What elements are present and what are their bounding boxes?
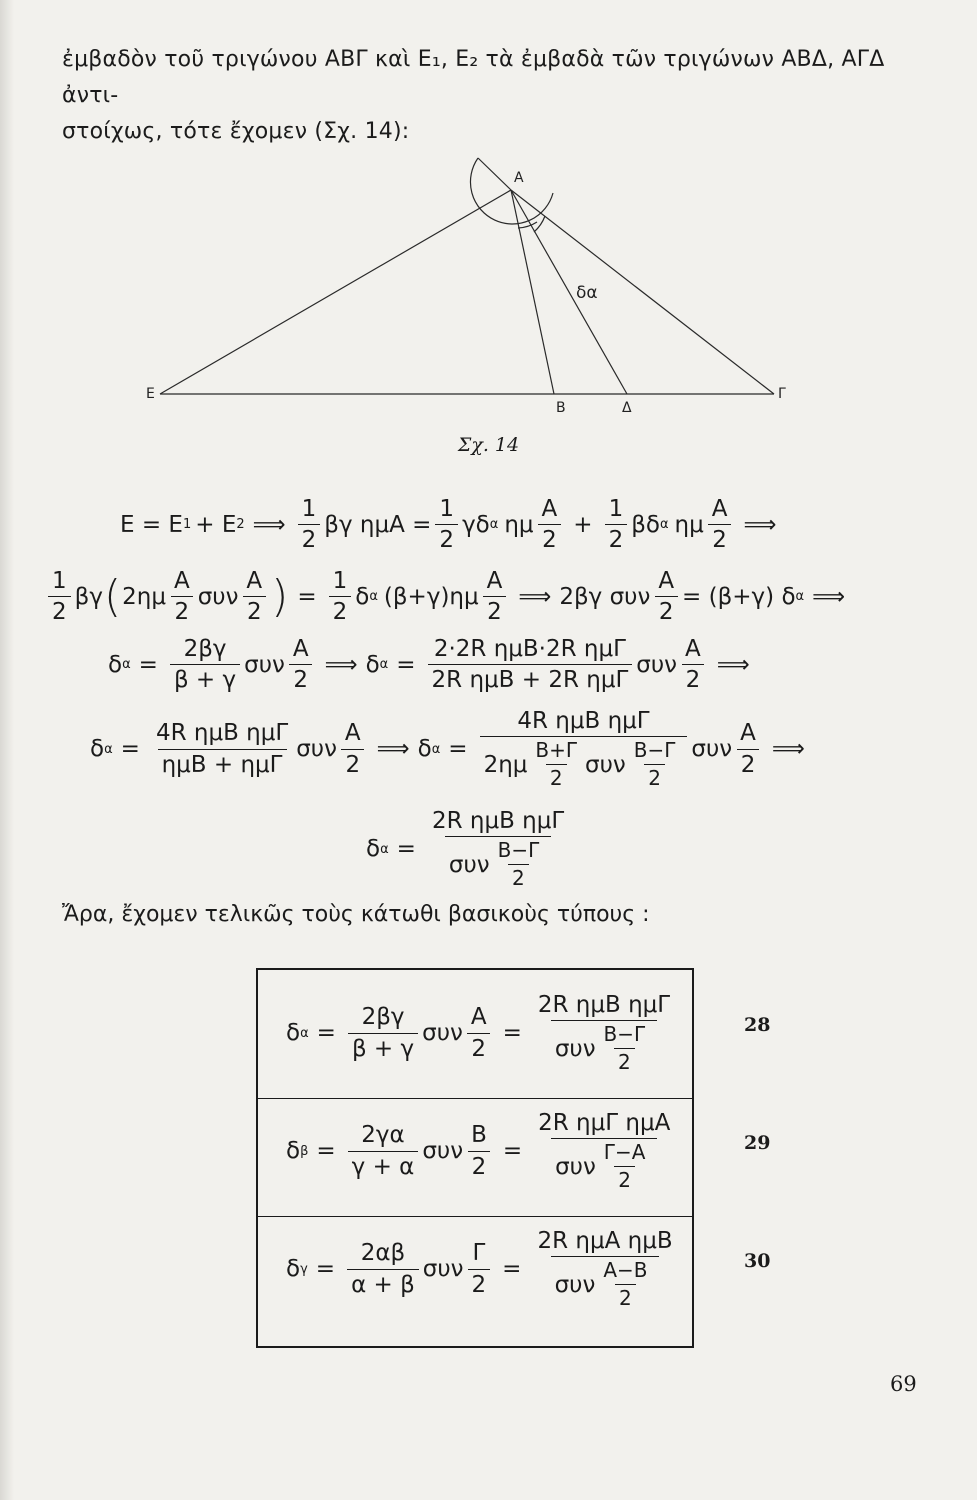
- angle-arc-2: [534, 216, 545, 232]
- eq4-cos-2: συν: [691, 736, 733, 763]
- formula-number-30: 30: [744, 1250, 771, 1272]
- a2-num: Α: [658, 568, 675, 594]
- eq1-plus2: +: [573, 511, 593, 538]
- fraction-A-over-2: [538, 496, 562, 554]
- f28-eq2: =: [502, 1020, 522, 1047]
- a2-num: Α: [711, 496, 728, 522]
- eq3-f1-num: 2βγ: [183, 636, 227, 662]
- f30-eq2: =: [502, 1256, 522, 1283]
- f29-rn: 2R ημΓ ημΑ: [538, 1110, 671, 1136]
- eq2-mid: 2βγ συν: [559, 583, 651, 610]
- eq3-implies-2: ⟹: [716, 651, 750, 678]
- triangle-figure: [0, 0, 977, 460]
- f28-an: Α: [470, 1004, 487, 1031]
- eq1-e1-sub: 1: [182, 517, 192, 533]
- formula-number-29: 29: [744, 1132, 771, 1154]
- a2-num: Α: [486, 568, 503, 594]
- eq5-equals: =: [396, 836, 416, 863]
- a2-num: Α: [246, 568, 263, 594]
- f28-frac-1: [348, 1004, 418, 1062]
- f28-frac-diff: [600, 1023, 650, 1074]
- eq3-f2-num: 2·2R ημΒ·2R ημΓ: [433, 636, 626, 662]
- side-EA: [160, 190, 511, 394]
- fraction-sine-law: [428, 636, 633, 694]
- f29-eq2: =: [502, 1138, 523, 1165]
- a2-den: 2: [538, 524, 561, 553]
- f28-frac-angle: [467, 1004, 491, 1062]
- eq3-delta: δ: [108, 651, 123, 678]
- bmg-den: 2: [644, 764, 665, 790]
- eq4-delta-2-sub: α: [431, 741, 441, 757]
- label-G: Γ: [778, 386, 786, 402]
- fraction-4R: [152, 720, 292, 778]
- f28-frac-2: [534, 992, 674, 1074]
- fraction-A-over-2: [708, 496, 732, 554]
- f29-two: 2: [468, 1151, 491, 1180]
- a2-num: Α: [541, 496, 558, 522]
- a2-num: Α: [685, 636, 701, 662]
- fraction-B-minus-G: [494, 839, 544, 890]
- f30-dtwo: 2: [615, 1284, 636, 1310]
- f29-dtwo: 2: [614, 1166, 635, 1192]
- half-num: 1: [332, 568, 348, 594]
- f29-delta: δ: [286, 1138, 301, 1165]
- eq5-den: [445, 836, 551, 890]
- eq1-term2-sub: α: [489, 517, 499, 533]
- eq3-delta-2: δ: [365, 651, 380, 678]
- f30-eq: =: [315, 1256, 336, 1283]
- eq2-bg: βγ: [74, 583, 103, 610]
- f29-cos: συν: [422, 1138, 464, 1165]
- eq2-rest: (β+γ)ημ: [383, 583, 479, 610]
- f29-eq: =: [316, 1138, 336, 1165]
- label-delta-a: δα: [576, 283, 598, 303]
- eq3-implies: ⟹: [324, 651, 358, 678]
- f30-two: 2: [468, 1269, 491, 1298]
- f29-frac-1: [348, 1122, 419, 1180]
- f28-rd: [551, 1020, 657, 1074]
- equation-area-sum: [120, 496, 784, 554]
- eq4-implies: ⟹: [376, 736, 410, 763]
- f28-sub: α: [300, 1025, 309, 1041]
- formula-28: [286, 992, 678, 1074]
- f30-frac-angle: [468, 1240, 491, 1298]
- bmg-num: Β−Γ: [497, 838, 540, 863]
- half-den: 2: [48, 596, 71, 625]
- eq4-implies-2: ⟹: [771, 736, 805, 763]
- f29-rd: [551, 1138, 657, 1192]
- eq4-f2-den: [480, 736, 688, 790]
- fraction-A-over-2: [289, 636, 313, 694]
- f28-two: 2: [467, 1033, 490, 1062]
- eq3-cos-2: συν: [636, 651, 678, 678]
- fraction-A-over-2: [736, 720, 760, 778]
- label-B: Β: [556, 400, 566, 416]
- side-GA: [511, 190, 774, 394]
- equation-bisector-final: [366, 808, 572, 890]
- box-divider-2: [258, 1216, 692, 1217]
- f30-cos: συν: [422, 1256, 464, 1283]
- eq2-inner-2: συν: [197, 583, 239, 610]
- eq4-f1-den: ημΒ + ημΓ: [158, 749, 287, 778]
- eq3-equals: =: [138, 651, 158, 678]
- f28-dn: Β−Γ: [603, 1022, 646, 1047]
- half-num: 1: [439, 496, 455, 522]
- extension-through-A: [478, 158, 511, 190]
- eq2-equals: =: [297, 583, 317, 610]
- eq2-rhs-sub: α: [795, 589, 805, 605]
- bmg-num: Β−Γ: [633, 738, 676, 763]
- f30-rn: 2R ημΑ ημΒ: [537, 1228, 673, 1254]
- eq4-f2-den-a: 2ημ: [483, 751, 528, 778]
- eq3-delta-2-sub: α: [379, 657, 389, 673]
- eq5-delta-sub: α: [380, 841, 389, 857]
- eq3-f2-den: 2R ημΒ + 2R ημΓ: [428, 664, 633, 693]
- eq1-implies: ⟹: [252, 511, 286, 538]
- f30-frac-1: [347, 1240, 419, 1298]
- a2-den: 2: [483, 596, 506, 625]
- equation-bisector-1: [108, 636, 758, 694]
- fraction-half: [329, 568, 352, 626]
- eq4-delta-2: δ: [417, 736, 432, 763]
- bpg-den: 2: [546, 764, 567, 790]
- eq1-plus: + Ε: [195, 511, 237, 538]
- f28-cos: συν: [422, 1020, 463, 1047]
- eq5-delta: δ: [366, 836, 381, 863]
- fraction-A-over-2: [654, 568, 678, 626]
- a2-den: 2: [737, 749, 760, 778]
- eq4-delta-sub: α: [104, 741, 113, 757]
- fraction-half-angle: [480, 708, 688, 790]
- bpg-num: Β+Γ: [535, 738, 578, 763]
- a2-den: 2: [682, 664, 705, 693]
- conclusion-text: Ἄρα, ἔχομεν τελικῶς τοὺς κάτωθι βασικοὺς τύπους :: [62, 902, 650, 927]
- fraction-B-plus-G: [531, 739, 581, 790]
- eq4-f2-num: 4R ημΒ ημΓ: [517, 708, 650, 734]
- f28-eq: =: [316, 1020, 336, 1047]
- a2-den: 2: [341, 749, 364, 778]
- eq1-implies-2: ⟹: [743, 511, 777, 538]
- fraction-A-over-2: [483, 568, 507, 626]
- page-number: 69: [890, 1372, 917, 1396]
- a2-den: 2: [289, 664, 312, 693]
- bmg-den: 2: [508, 864, 529, 890]
- f30-fn: 2αβ: [360, 1240, 406, 1267]
- label-E: Ε: [146, 386, 155, 402]
- fraction-A-over-2: [242, 568, 266, 626]
- f30-sub: γ: [300, 1261, 308, 1277]
- eq5-cos: συν: [448, 851, 490, 878]
- half-den: 2: [435, 524, 458, 553]
- label-A: Α: [514, 170, 524, 186]
- eq1-term3-sub: α: [659, 517, 669, 533]
- fraction-half: [435, 496, 458, 554]
- a2-num: Α: [344, 720, 361, 747]
- fraction-2bg: [170, 636, 240, 694]
- f29-frac-angle: [467, 1122, 491, 1180]
- label-D: Δ: [622, 400, 632, 416]
- f30-dn: Α−Β: [603, 1258, 648, 1283]
- a2-den: 2: [243, 596, 266, 625]
- fraction-A-over-2: [170, 568, 194, 626]
- fraction-final: [428, 808, 568, 890]
- formula-30: [286, 1228, 681, 1310]
- fraction-half: [605, 496, 628, 554]
- equation-bisector-2: [90, 708, 813, 790]
- f28-cos2: συν: [554, 1035, 596, 1062]
- eq2-rhs: = (β+γ) δ: [682, 583, 796, 610]
- intro-line-2: στοίχως, τότε ἔχομεν (Σχ. 14):: [62, 119, 410, 144]
- eq4-cos: συν: [296, 736, 337, 763]
- half-den: 2: [605, 524, 628, 553]
- f30-cos2: συν: [554, 1271, 596, 1298]
- a2-den: 2: [708, 524, 731, 553]
- eq2-implies-2: ⟹: [812, 583, 846, 610]
- a2-den: 2: [171, 596, 194, 625]
- box-divider-1: [258, 1098, 692, 1099]
- half-num: 1: [608, 496, 624, 522]
- f30-frac-2: [533, 1228, 676, 1310]
- eq4-equals-2: =: [448, 736, 468, 763]
- eq4-delta: δ: [90, 736, 105, 763]
- a2-den: 2: [655, 596, 678, 625]
- eq1-term3: βδ: [631, 511, 660, 538]
- f28-delta: δ: [286, 1020, 301, 1047]
- f30-an: Γ: [472, 1240, 486, 1267]
- eq2-rparen: ): [271, 570, 289, 622]
- equation-expansion: [44, 568, 853, 626]
- side-BA: [511, 190, 554, 394]
- f28-rn: 2R ημΒ ημΓ: [537, 992, 671, 1018]
- eq2-lparen: (: [103, 570, 122, 622]
- formula-number-28: 28: [744, 1014, 771, 1036]
- f30-frac-diff: [599, 1259, 651, 1310]
- eq3-f1-den: β + γ: [170, 664, 240, 693]
- eq4-equals: =: [120, 736, 140, 763]
- eq1-term2: γδ: [462, 511, 490, 538]
- f29-dn: Γ−Α: [603, 1140, 646, 1165]
- f28-dtwo: 2: [614, 1048, 635, 1074]
- f29-fn: 2γα: [361, 1122, 405, 1149]
- eq2-inner-1: 2ημ: [122, 583, 166, 610]
- f30-fd: α + β: [347, 1269, 419, 1298]
- eq3-delta-sub: α: [122, 657, 131, 673]
- eq1-lhs: Ε = Ε: [120, 511, 183, 538]
- eq1-e2-sub: 2: [236, 517, 245, 533]
- f29-sub: β: [300, 1143, 309, 1159]
- figure-caption: Σχ. 14: [457, 434, 520, 456]
- a2-num: Α: [740, 720, 756, 747]
- formula-29: [286, 1110, 678, 1192]
- f30-delta: δ: [286, 1256, 301, 1283]
- eq2-delta: δ: [355, 583, 370, 610]
- eq2-implies: ⟹: [518, 583, 552, 610]
- fraction-A-over-2: [341, 720, 365, 778]
- f29-frac-2: [534, 1110, 674, 1192]
- a2-num: Α: [173, 568, 190, 594]
- eq4-f1-num: 4R ημΒ ημΓ: [155, 720, 289, 747]
- intro-line-1: ἐμβαδὸν τοῦ τριγώνου ΑΒΓ καὶ Ε₁, Ε₂ τὰ ἐμβαδὰ τῶν τριγώνων ΑΒΔ, ΑΓΔ ἀντι-: [62, 47, 885, 108]
- eq1-term2-b: ημ: [504, 511, 534, 538]
- f29-frac-diff: [600, 1141, 650, 1192]
- f28-fd: β + γ: [348, 1033, 418, 1062]
- f29-fd: γ + α: [348, 1151, 419, 1180]
- f29-cos2: συν: [555, 1153, 596, 1180]
- fraction-half: [298, 496, 321, 554]
- f28-fn: 2βγ: [361, 1004, 405, 1031]
- f30-rd: [551, 1256, 660, 1310]
- eq3-equals-2: =: [396, 651, 416, 678]
- eq4-f2-den-b: συν: [585, 751, 626, 778]
- eq3-cos: συν: [244, 651, 285, 678]
- eq1-term3-b: ημ: [674, 511, 704, 538]
- f29-an: Β: [471, 1122, 487, 1149]
- fraction-half: [48, 568, 71, 626]
- half-num: 1: [52, 568, 67, 594]
- a2-num: Α: [292, 636, 309, 662]
- fraction-A-over-2: [681, 636, 705, 694]
- eq2-delta-sub: α: [369, 589, 378, 605]
- half-den: 2: [298, 524, 321, 553]
- half-num: 1: [301, 496, 317, 522]
- half-den: 2: [329, 596, 352, 625]
- eq5-num: 2R ημΒ ημΓ: [431, 808, 565, 834]
- formula-box: [256, 968, 694, 1348]
- eq1-term1: βγ ημΑ =: [324, 511, 432, 538]
- fraction-B-minus-G: [630, 739, 680, 790]
